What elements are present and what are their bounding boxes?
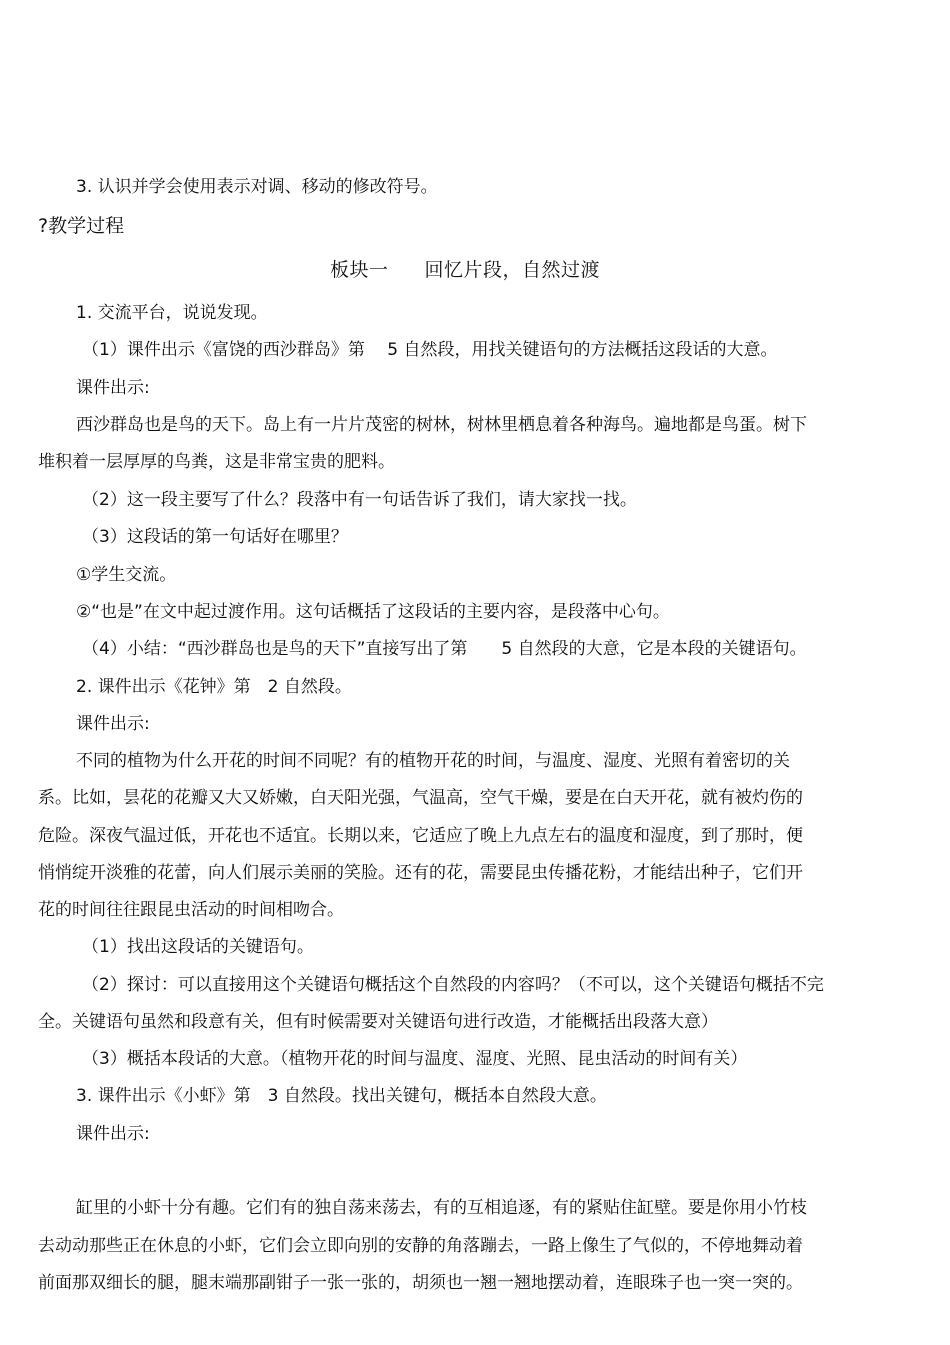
step3-show-label: 课件出示: (76, 1124, 150, 1144)
step1-title: 1. 交流平台，说说发现。 (76, 303, 268, 323)
step1-question-3: （3）这段话的第一句话好在哪里？ (82, 527, 348, 547)
step3-passage-line-1: 缸里的小虾十分有趣。它们有的独自荡来荡去，有的互相追逐，有的紧贴住缸壁。要是你用小竹枝 (76, 1198, 807, 1218)
step3-passage-line-3: 前面那双细长的腿，腿末端那副钳子一张一张的，胡须也一翘一翘地摆动着，连眼珠子也一突一突的。 (38, 1273, 803, 1293)
block-title (330, 259, 600, 281)
step2-question-3: （3）概括本段话的大意。（植物开花的时间与温度、湿度、光照、昆虫活动的时间有关） (82, 1049, 748, 1069)
step1-passage-line-2: 堆积着一层厚厚的鸟粪，这是非常宝贵的肥料。 (38, 452, 395, 472)
step3-title: 3. 课件出示《小虾》第 3 自然段。找出关键句，概括本自然段大意。 (76, 1086, 607, 1106)
step2-passage-line-2: 系。比如，昙花的花瓣又大又娇嫩，白天阳光强，气温高，空气干燥，要是在白天开花，就有被灼伤的 (38, 788, 803, 808)
step2-question-2-line-1: （2）探讨：可以直接用这个关键语句概括这个自然段的内容吗？（不可以，这个关键语句概括不完 (82, 975, 824, 995)
step2-title: 2. 课件出示《花钟》第 2 自然段。 (76, 677, 352, 697)
step3-passage-line-2: 去动动那些正在休息的小虾，它们会立即向别的安静的角落蹦去，一路上像生了气似的，不停地舞动着 (38, 1236, 803, 1256)
step2-passage-line-5: 花的时间往往跟昆虫活动的时间相吻合。 (38, 900, 344, 920)
section-heading: ?教学过程 (38, 215, 125, 237)
step1-passage-line-1: 西沙群岛也是鸟的天下。岛上有一片片茂密的树林，树林里栖息着各种海鸟。遍地都是鸟蛋。树下 (76, 415, 807, 435)
step1-show-label: 课件出示: (76, 378, 150, 398)
step2-passage-line-1: 不同的植物为什么开花的时间不同呢？有的植物开花的时间，与温度、湿度、光照有着密切的关 (76, 751, 790, 771)
step1-question-2: （2）这一段主要写了什么？段落中有一句话告诉了我们，请大家找一找。 (82, 490, 637, 510)
step1-question-4: （4）小结：“西沙群岛也是鸟的天下”直接写出了第 5 自然段的大意，它是本段的关键语句。 (82, 639, 807, 659)
step2-passage-line-3: 危险。深夜气温过低，开花也不适宜。长期以来，它适应了晚上九点左右的温度和湿度，到了那时，便 (38, 826, 803, 846)
step2-question-1: （1）找出这段话的关键语句。 (82, 937, 314, 957)
step1-question-1: （1）课件出示《富饶的西沙群岛》第 5 自然段，用找关键语句的方法概括这段话的大意。 (82, 340, 778, 360)
block-title-topic: 回忆片段，自然过渡 (424, 259, 601, 281)
step1-answer-2: ②“也是”在文中起过渡作用。这句话概括了这段话的主要内容，是段落中心句。 (76, 602, 670, 622)
objective-3: 3. 认识并学会使用表示对调、移动的修改符号。 (76, 177, 438, 197)
block-title-part: 板块一 (330, 259, 389, 281)
step2-passage-line-4: 悄悄绽开淡雅的花蕾，向人们展示美丽的笑脸。还有的花，需要昆虫传播花粉，才能结出种子，它们开 (38, 863, 803, 883)
step1-answer-1: ①学生交流。 (76, 565, 177, 585)
step2-show-label: 课件出示: (76, 714, 150, 734)
step2-question-2-line-2: 全。关键语句虽然和段意有关，但有时候需要对关键语句进行改造，才能概括出段落大意） (38, 1012, 718, 1032)
